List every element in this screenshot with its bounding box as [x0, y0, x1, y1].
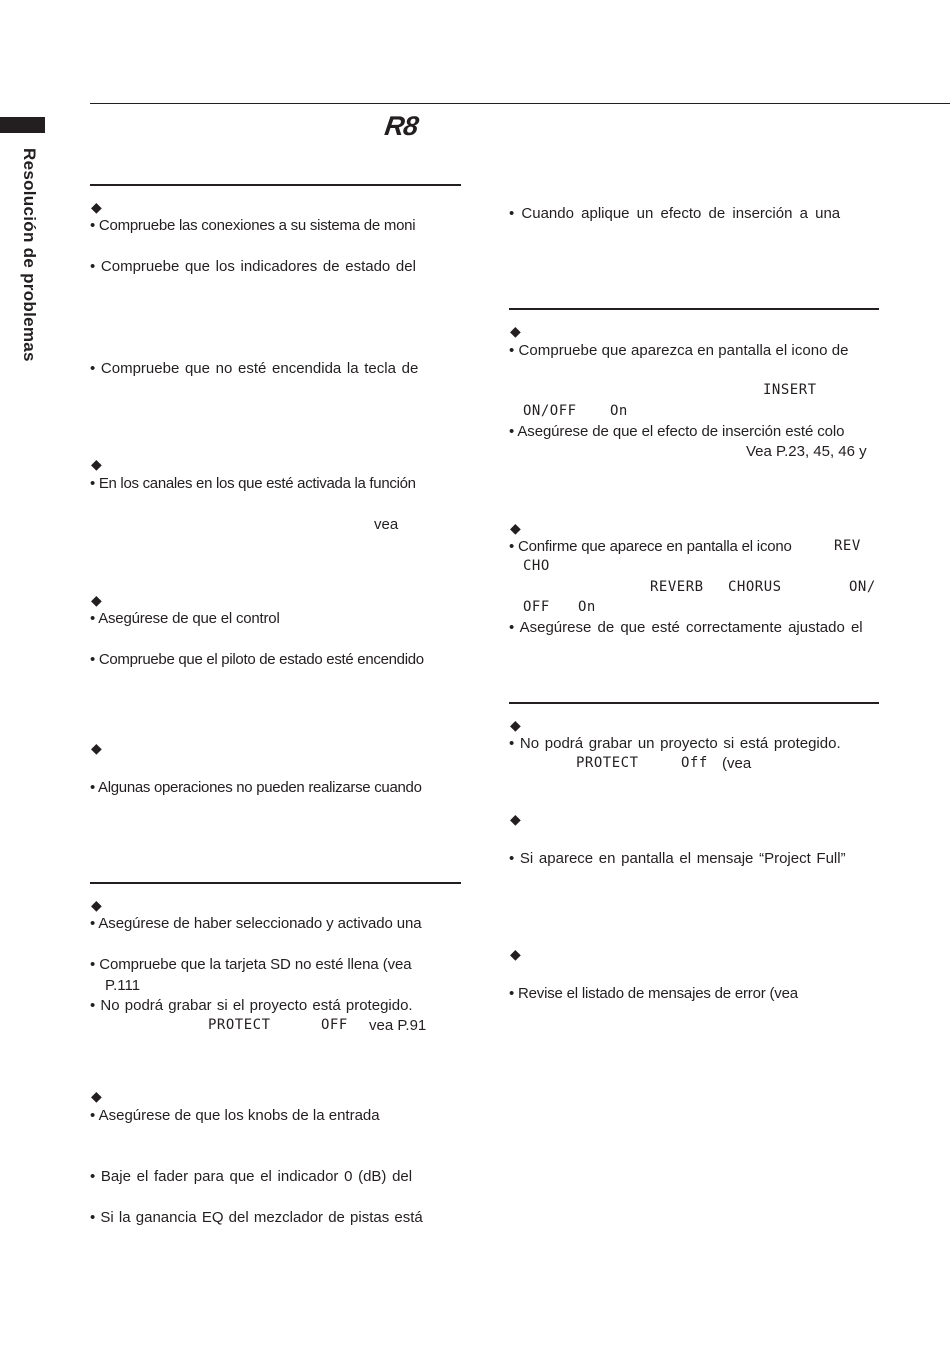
diamond-icon: ◆: [510, 946, 521, 962]
bullet-text: • Si aparece en pantalla el mensaje “Project Full”: [509, 850, 846, 867]
bullet-text: • Confirme que aparece en pantalla el icono: [509, 538, 792, 555]
lcd-text: ON/: [849, 579, 876, 595]
bullet-text: • Si la ganancia EQ del mezclador de pistas está: [90, 1209, 423, 1226]
bullet-text: • Baje el fader para que el indicador 0 (dB) del: [90, 1168, 413, 1185]
bullet-text: • No podrá grabar un proyecto si está protegido.: [509, 735, 841, 752]
lcd-text: CHORUS: [728, 579, 782, 595]
lcd-text: On: [578, 599, 596, 615]
bullet-text: • Asegúrese de que el efecto de inserción esté colo: [509, 423, 845, 440]
brand-logo: R8: [382, 111, 420, 141]
bullet-text: • Compruebe que no esté encendida la tecla de: [90, 360, 419, 377]
lcd-text: PROTECT: [208, 1017, 271, 1033]
bullet-text: • Asegúrese de que el control: [90, 610, 280, 627]
diamond-icon: ◆: [91, 199, 102, 215]
diamond-icon: ◆: [91, 897, 102, 913]
section-rule: [90, 882, 461, 884]
reference-text: vea: [374, 516, 399, 533]
bullet-text: • Asegúrese de que esté correctamente ajustado el: [509, 619, 863, 636]
diamond-icon: ◆: [91, 592, 102, 608]
bullet-text: • Asegúrese de haber seleccionado y activado una: [90, 915, 422, 932]
bullet-text: • Cuando aplique un efecto de inserción a una: [509, 205, 841, 222]
reference-text: Vea P.23, 45, 46 y: [746, 443, 867, 460]
bullet-text: • Compruebe que los indicadores de estado del: [90, 258, 416, 275]
bullet-text: • Compruebe las conexiones a su sistema de moni: [90, 217, 416, 234]
lcd-text: ON/OFF: [523, 403, 577, 419]
reference-text: vea P.91: [369, 1017, 427, 1034]
diamond-icon: ◆: [91, 1088, 102, 1104]
lcd-text: Off: [681, 755, 708, 771]
diamond-icon: ◆: [510, 811, 521, 827]
bullet-text: • No podrá grabar si el proyecto está protegido.: [90, 997, 413, 1014]
reference-text: (vea: [722, 755, 752, 772]
section-rule: [509, 308, 879, 310]
lcd-text: REV: [834, 538, 861, 554]
lcd-text: OFF: [523, 599, 550, 615]
diamond-icon: ◆: [510, 323, 521, 339]
section-rule: [90, 184, 461, 186]
section-rule: [509, 702, 879, 704]
lcd-text: On: [610, 403, 628, 419]
bullet-text: • En los canales en los que esté activada la función: [90, 475, 416, 492]
bullet-text: • Compruebe que la tarjeta SD no esté llena (vea: [90, 956, 412, 973]
diamond-icon: ◆: [510, 520, 521, 536]
reference-text: P.111: [105, 977, 141, 994]
diamond-icon: ◆: [91, 740, 102, 756]
bullet-text: • Revise el listado de mensajes de error (vea: [509, 985, 798, 1002]
lcd-text: INSERT: [763, 382, 817, 398]
header-rule: [90, 103, 950, 104]
bullet-text: • Compruebe que el piloto de estado esté encendido: [90, 651, 424, 668]
lcd-text: OFF: [321, 1017, 348, 1033]
diamond-icon: ◆: [510, 717, 521, 733]
bullet-text: • Asegúrese de que los knobs de la entrada: [90, 1107, 380, 1124]
lcd-text: REVERB: [650, 579, 704, 595]
bullet-text: • Algunas operaciones no pueden realizarse cuando: [90, 779, 422, 796]
lcd-text: CHO: [523, 558, 550, 574]
bullet-text: • Compruebe que aparezca en pantalla el icono de: [509, 342, 849, 359]
sidebar-section-label: Resolución de problemas: [20, 148, 39, 362]
lcd-text: PROTECT: [576, 755, 639, 771]
section-tab-marker: [0, 117, 45, 133]
diamond-icon: ◆: [91, 456, 102, 472]
